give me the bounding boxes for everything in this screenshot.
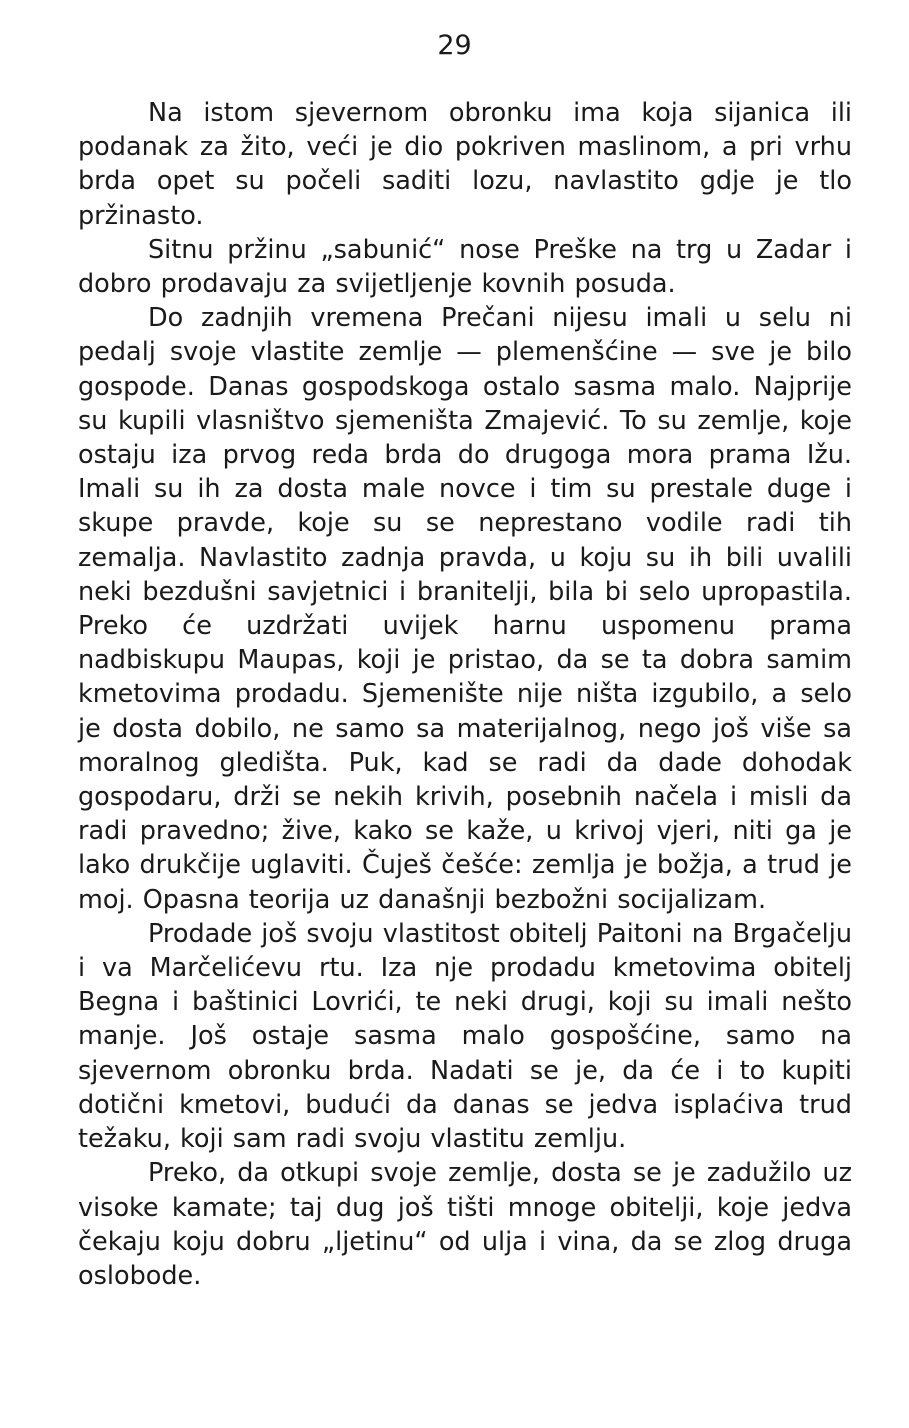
paragraph: Do zadnjih vremena Prečani nijesu imali u selu ni pedalj svoje vlastite zemlje — plemenšćine — sve je bilo gospode. Danas gospodskoga ostalo sasma malo. Najprije su kupili vlasništvo sjemeništa Zmajević. To su zemlje, koje ostaju iza prvog reda brda do drugoga mora prama Ižu. Imali su ih za dosta male novce i tim su prestale duge i skupe pravde, koje su se neprestano vodile radi tih zemalja. Navlastito zadnja pravda, u koju su ih bili uvalili neki bezdušni savjetnici i branitelji, bila bi selo upropastila. Preko će uzdržati uvijek harnu uspomenu prama nadbiskupu Maupas, koji je pristao, da se ta dobra samim kmetovima prodadu. Sjemenište nije ništa izgubilo, a selo je dosta dobilo, ne samo sa materijalnog, nego još više sa moralnog gledišta. Puk, kad se radi da dade dohodak gospodaru, drži se nekih krivih, posebnih načela i misli da radi pravedno; žive, kako se kaže, u krivoj vjeri, niti ga je lako drukčije uglaviti. Čuješ češće: zemlja je božja, a trud je moj. Opasna teorija uz današnji bezbožni socijalizam. [78,303,852,915]
body-text [78,96,852,1293]
page-number: 29 [437,30,472,61]
paragraph: Na istom sjevernom obronku ima koja sijanica ili podanak za žito, veći je dio pokriven maslinom, a pri vrhu brda opet su počeli saditi lozu, navlastito gdje je tlo pržinasto. [78,98,852,231]
paragraph: Prodade još svoju vlastitost obitelj Paitoni na Brgačelju i va Marčelićevu rtu. Iza nje prodadu kmetovima obitelj Begna i baštinici Lovrići, te neki drugi, koji su imali nešto manje. Još ostaje sasma malo gospošćine, samo na sjevernom obronku brda. Nadati se je, da će i to kupiti dotični kmetovi, budući da danas se jedva isplaćiva trud težaku, koji sam radi svoju vlastitu zemlju. [78,918,852,1155]
paragraph: Sitnu pržinu „sabunić“ nose Preške na trg u Zadar i dobro prodavaju za svijetljenje kovnih posuda. [78,234,852,300]
paragraph: Preko, da otkupi svoje zemlje, dosta se je zadužilo uz visoke kamate; taj dug još tišti mnoge obitelji, koje jedva čekaju koju dobru „ljetinu“ od ulja i vina, da se zlog druga oslobode. [78,1158,852,1291]
